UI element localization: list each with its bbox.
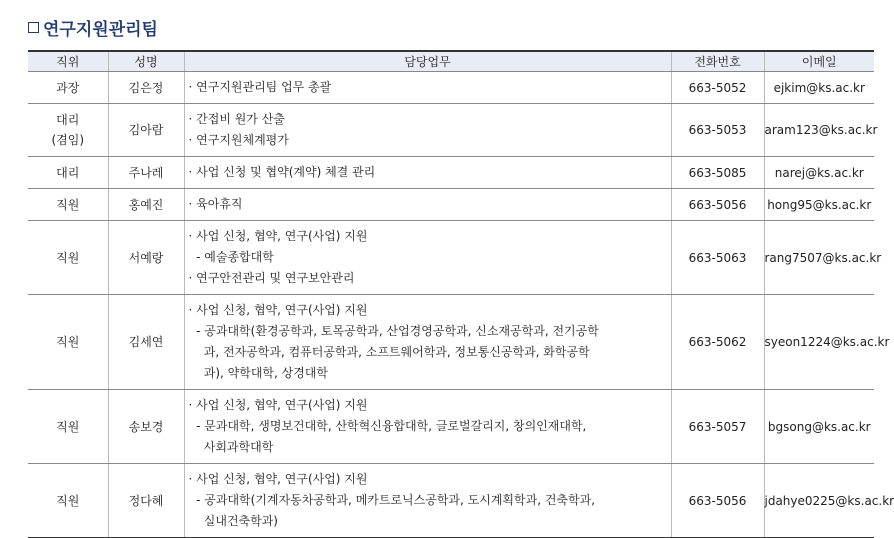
- cell-position: [28, 221, 108, 295]
- duty-line: · 사업 신청, 협약, 연구(사업) 지원: [188, 398, 368, 412]
- cell-duties: [184, 157, 671, 189]
- cell-email[interactable]: narej@ks.ac.kr: [764, 157, 874, 189]
- cell-position: [28, 464, 108, 538]
- table-row: [28, 464, 874, 538]
- position-text: 과장: [56, 80, 80, 95]
- cell-email[interactable]: aram123@ks.ac.kr: [764, 104, 874, 157]
- position-text: (겸임): [51, 133, 85, 147]
- table-body: [28, 72, 894, 538]
- cell-position: [28, 104, 108, 157]
- header-name: 성명: [108, 51, 184, 72]
- cell-phone: 663-5053: [671, 104, 764, 157]
- duty-line: · 연구지원관리팀 업무 총괄: [188, 80, 332, 94]
- duty-line: 과), 약학대학, 상경대학: [188, 366, 329, 380]
- position-text: 직원: [56, 493, 80, 508]
- duty-line: · 간접비 원가 산출: [188, 112, 285, 126]
- table-row: [28, 295, 874, 390]
- duty-line: · 사업 신청, 협약, 연구(사업) 지원: [188, 303, 368, 317]
- position-text: 직원: [56, 197, 80, 212]
- checkbox-square-icon: [28, 22, 39, 33]
- cell-name: 주나레: [108, 157, 184, 189]
- duty-line: - 공과대학(환경공학과, 토목공학과, 산업경영공학과, 신소재공학과, 전기공학: [188, 324, 599, 338]
- cell-position: [28, 189, 108, 221]
- cell-name: 송보경: [108, 390, 184, 464]
- cell-duties: [184, 72, 671, 104]
- duty-line: 사회과학대학: [188, 440, 274, 454]
- cell-name: 김아람: [108, 104, 184, 157]
- cell-phone: 663-5056: [671, 464, 764, 538]
- table-row: [28, 104, 874, 157]
- cell-phone: 663-5052: [671, 72, 764, 104]
- cell-email[interactable]: jdahye0225@ks.ac.kr: [764, 464, 874, 538]
- cell-phone: 663-5057: [671, 390, 764, 464]
- duty-line: · 사업 신청, 협약, 연구(사업) 지원: [188, 229, 368, 243]
- header-position: 직위: [28, 51, 108, 72]
- cell-email[interactable]: rang7507@ks.ac.kr: [764, 221, 874, 295]
- cell-name: 정다혜: [108, 464, 184, 538]
- duty-line: · 연구안전관리 및 연구보안관리: [188, 271, 355, 285]
- position-text: 직원: [56, 335, 80, 349]
- cell-phone: 663-5063: [671, 221, 764, 295]
- cell-name: 김세연: [108, 295, 184, 390]
- duty-line: 실내건축학과): [188, 514, 278, 528]
- duty-line: - 문과대학, 생명보건대학, 산학혁신융합대학, 글로벌갈리지, 창의인재대학,: [188, 419, 587, 433]
- header-email: 이메일: [764, 51, 874, 72]
- header-duties: 담당업무: [184, 51, 671, 72]
- duty-line: · 사업 신청, 협약, 연구(사업) 지원: [188, 472, 368, 486]
- cell-phone: 663-5056: [671, 189, 764, 221]
- cell-duties: [184, 464, 671, 538]
- cell-position: [28, 72, 108, 104]
- cell-email[interactable]: ejkim@ks.ac.kr: [764, 72, 874, 104]
- duty-line: · 사업 신청 및 협약(계약) 체결 관리: [188, 165, 376, 179]
- cell-duties: [184, 221, 671, 295]
- cell-name: 서예랑: [108, 221, 184, 295]
- cell-duties: [184, 295, 671, 390]
- duty-line: - 공과대학(기계자동차공학과, 메카트로닉스공학과, 도시계획학과, 건축학과,: [188, 493, 596, 507]
- table-row: [28, 221, 874, 295]
- cell-position: [28, 390, 108, 464]
- table-row: [28, 390, 874, 464]
- table-header-row: [28, 51, 874, 72]
- cell-name: 김은정: [108, 72, 184, 104]
- position-text: 직원: [56, 419, 80, 434]
- position-text: 직원: [56, 250, 80, 265]
- cell-name: 홍예진: [108, 189, 184, 221]
- cell-position: [28, 295, 108, 390]
- section-title-text: 연구지원관리팀: [43, 19, 158, 40]
- duty-line: - 예술종합대학: [188, 250, 274, 264]
- table-row: [28, 72, 874, 104]
- duty-line: · 육아휴직: [188, 197, 243, 211]
- table-row: [28, 157, 874, 189]
- cell-email[interactable]: syeon1224@ks.ac.kr: [764, 295, 874, 390]
- cell-phone: 663-5085: [671, 157, 764, 189]
- cell-duties: [184, 189, 671, 221]
- position-text: 대리: [56, 165, 80, 180]
- staff-table: [28, 50, 894, 538]
- cell-duties: [184, 104, 671, 157]
- duty-line: · 연구지원체계평가: [188, 133, 289, 147]
- duty-line: 과, 전자공학과, 컴퓨터공학과, 소프트웨어학과, 정보통신공학과, 화학공학: [188, 345, 590, 359]
- cell-email[interactable]: bgsong@ks.ac.kr: [764, 390, 874, 464]
- header-phone: 전화번호: [671, 51, 764, 72]
- position-text: 대리: [56, 113, 80, 127]
- table-row: [28, 189, 874, 221]
- cell-duties: [184, 390, 671, 464]
- cell-phone: 663-5062: [671, 295, 764, 390]
- section-title: [28, 14, 158, 40]
- cell-position: [28, 157, 108, 189]
- cell-email[interactable]: hong95@ks.ac.kr: [764, 189, 874, 221]
